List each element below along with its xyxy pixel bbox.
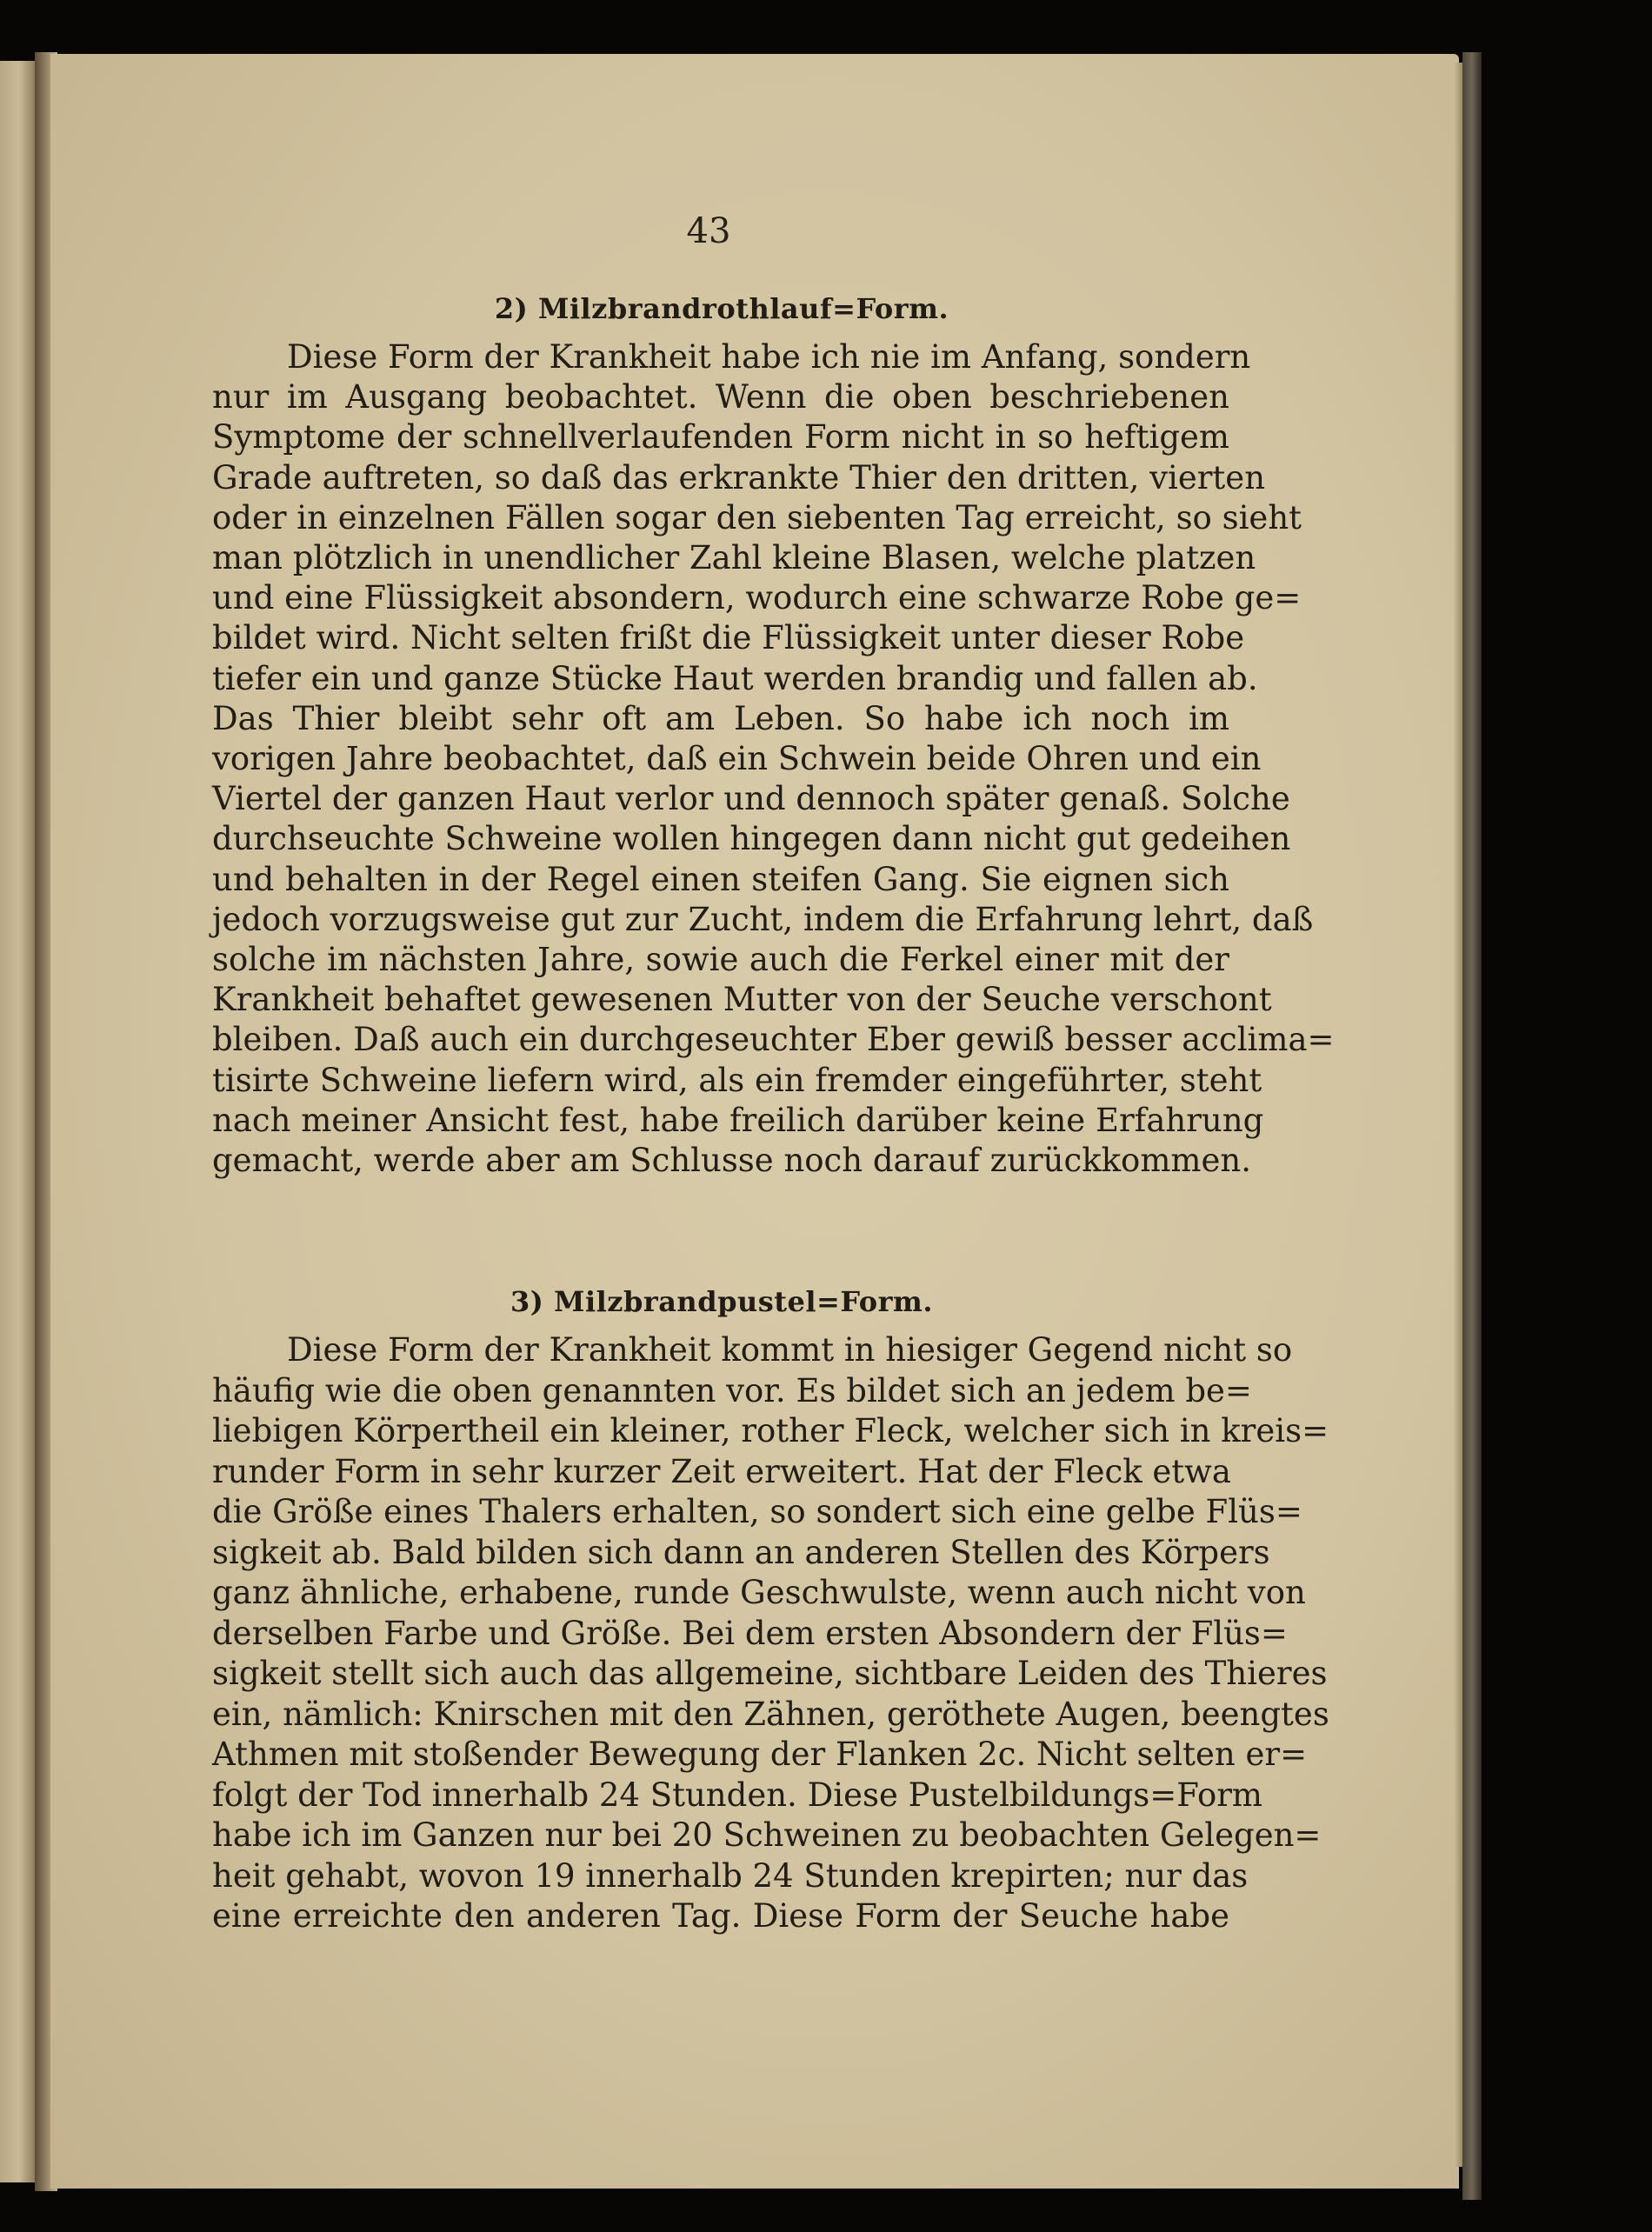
text-line: nach meiner Ansicht fest, habe freilich darüber keine Erfahrung	[212, 1101, 1264, 1139]
text-line: Das Thier bleibt sehr oft am Leben. So habe ich noch im	[212, 699, 1229, 737]
text-line: sigkeit stellt sich auch das allgemeine, sichtbare Leiden des Thieres	[212, 1655, 1328, 1692]
text-line: Krankheit behaftet gewesenen Mutter von der Seuche verschont	[212, 981, 1272, 1019]
text-line: habe ich im Ganzen nur bei 20 Schweinen zu beobachten Gelegen=	[212, 1816, 1322, 1854]
text-line: die Größe eines Thalers erhalten, so sondert sich eine gelbe Flüs=	[212, 1493, 1302, 1530]
text-line: Diese Form der Krankheit kommt in hiesiger Gegend nicht so	[287, 1331, 1293, 1369]
text-line: bildet wird. Nicht selten frißt die Flüssigkeit unter dieser Robe	[212, 619, 1245, 657]
text-line: Viertel der ganzen Haut verlor und dennoch später genaß. Solche	[212, 780, 1290, 818]
text-line: heit gehabt, wovon 19 innerhalb 24 Stunden krepirten; nur das	[212, 1856, 1249, 1895]
text-line: gemacht, werde aber am Schlusse noch darauf zurückkommen.	[212, 1142, 1251, 1179]
text-line: nur im Ausgang beobachtet. Wenn die oben beschriebenen	[212, 378, 1229, 416]
text-line: man plötzlich in unendlicher Zahl kleine Blasen, welche platzen	[212, 539, 1256, 576]
text-line: tisirte Schweine liefern wird, als ein fremder eingeführter, steht	[212, 1061, 1262, 1099]
text-line: runder Form in sehr kurzer Zeit erweitert. Hat der Fleck etwa	[212, 1452, 1231, 1490]
text-line: ein, nämlich: Knirschen mit den Zähnen, geröthete Augen, beengtes	[212, 1695, 1329, 1733]
text-line: Athmen mit stoßender Bewegung der Flanken 2c. Nicht selten er=	[212, 1736, 1308, 1773]
text-line: ganz ähnliche, erhabene, runde Geschwulste, wenn auch nicht von	[212, 1574, 1306, 1611]
text-line: folgt der Tod innerhalb 24 Stunden. Diese Pustelbildungs=Form	[212, 1776, 1262, 1814]
text-line: eine erreichte den anderen Tag. Diese Form der Seuche habe	[212, 1897, 1229, 1935]
text-line: vorigen Jahre beobachtet, daß ein Schwein beide Ohren und ein	[212, 740, 1262, 777]
text-line: liebigen Körpertheil ein kleiner, rother Fleck, welcher sich in kreis=	[212, 1412, 1329, 1449]
text-line: sigkeit ab. Bald bilden sich dann an anderen Stellen des Körpers	[212, 1533, 1270, 1571]
text-line: oder in einzelnen Fällen sogar den siebenten Tag erreicht, so sieht	[212, 498, 1302, 536]
book-binding	[1462, 52, 1482, 2200]
text-line: bleiben. Daß auch ein durchgeseuchter Eber gewiß besser acclima=	[212, 1021, 1335, 1059]
text-line: tiefer ein und ganze Stücke Haut werden brandig und fallen ab.	[212, 659, 1258, 697]
text-line: jedoch vorzugsweise gut zur Zucht, indem die Erfahrung lehrt, daß	[212, 900, 1314, 938]
text-line: derselben Farbe und Größe. Bei dem ersten Absondern der Flüs=	[212, 1614, 1288, 1652]
text-line: häufig wie die oben genannten vor. Es bildet sich an jedem be=	[212, 1371, 1252, 1409]
text-line: Symptome der schnellverlaufenden Form nicht in so heftigem	[212, 418, 1229, 456]
previous-page-edge	[0, 61, 35, 2182]
section-heading-milzbrandpustel: 3) Milzbrandpustel=Form.	[510, 1285, 933, 1318]
page-number: 43	[686, 211, 731, 251]
text-line: durchseuchte Schweine wollen hingegen dann nicht gut gedeihen	[212, 820, 1291, 858]
text-line: Diese Form der Krankheit habe ich nie im Anfang, sondern	[287, 338, 1251, 376]
section-heading-milzbrandrothlauf: 2) Milzbrandrothlauf=Form.	[494, 292, 949, 325]
text-line: Grade auftreten, so daß das erkrankte Thier den dritten, vierten	[212, 458, 1266, 496]
text-line: solche im nächsten Jahre, sowie auch die Ferkel einer mit der	[212, 941, 1229, 978]
text-line: und behalten in der Regel einen steifen Gang. Sie eignen sich	[212, 860, 1229, 898]
text-line: und eine Flüssigkeit absondern, wodurch eine schwarze Robe ge=	[212, 579, 1302, 617]
